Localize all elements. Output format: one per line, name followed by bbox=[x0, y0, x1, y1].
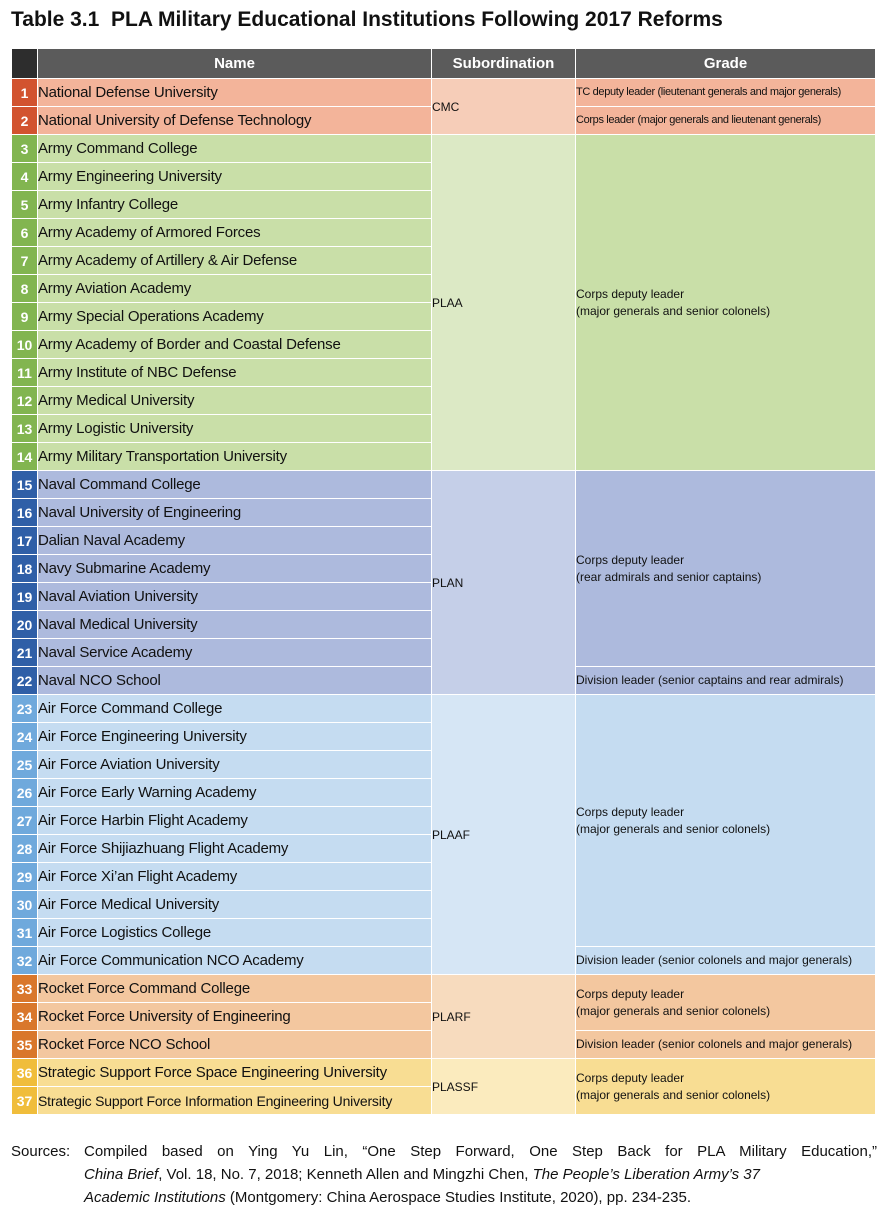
header-grade: Grade bbox=[576, 49, 876, 79]
row-number: 3 bbox=[12, 135, 38, 163]
sources-line-1: Compiled based on Ying Yu Lin, “One Step Forward, One Step Back for PLA Military Education,” bbox=[84, 1143, 877, 1160]
subordination-cell: PLAA bbox=[432, 135, 576, 471]
row-number: 8 bbox=[12, 275, 38, 303]
row-number: 14 bbox=[12, 443, 38, 471]
institution-name: Army Academy of Artillery & Air Defense bbox=[38, 247, 432, 275]
row-number: 21 bbox=[12, 639, 38, 667]
row-number: 5 bbox=[12, 191, 38, 219]
table-row bbox=[12, 79, 876, 107]
table-row bbox=[12, 1059, 876, 1087]
row-number: 31 bbox=[12, 919, 38, 947]
row-number: 16 bbox=[12, 499, 38, 527]
subordination-cell: PLARF bbox=[432, 975, 576, 1059]
grade-cell bbox=[576, 1031, 876, 1059]
row-number: 32 bbox=[12, 947, 38, 975]
institution-name: Army Academy of Border and Coastal Defense bbox=[38, 331, 432, 359]
row-number: 4 bbox=[12, 163, 38, 191]
institution-name: Air Force Harbin Flight Academy bbox=[38, 807, 432, 835]
row-number: 35 bbox=[12, 1031, 38, 1059]
institution-name: Army Institute of NBC Defense bbox=[38, 359, 432, 387]
grade-text-line: (major generals and senior colonels) bbox=[576, 821, 771, 836]
grade-text-line: Corps deputy leader bbox=[576, 1070, 685, 1085]
institution-name: Air Force Logistics College bbox=[38, 919, 432, 947]
row-number: 28 bbox=[12, 835, 38, 863]
subordination-cell: PLAAF bbox=[432, 695, 576, 975]
subordination-cell: PLASSF bbox=[432, 1059, 576, 1115]
institution-name: Army Special Operations Academy bbox=[38, 303, 432, 331]
grade-cell bbox=[576, 135, 876, 471]
institution-name: Air Force Command College bbox=[38, 695, 432, 723]
grade-cell bbox=[576, 107, 876, 135]
grade-cell bbox=[576, 667, 876, 695]
institution-name: Army Aviation Academy bbox=[38, 275, 432, 303]
table-row bbox=[12, 695, 876, 723]
institution-name: Army Infantry College bbox=[38, 191, 432, 219]
header-subordination: Subordination bbox=[432, 49, 576, 79]
institution-name: Army Logistic University bbox=[38, 415, 432, 443]
table-title bbox=[11, 8, 723, 32]
grade-text-line: (major generals and senior colonels) bbox=[576, 303, 771, 318]
institution-name: National University of Defense Technology bbox=[38, 107, 432, 135]
institution-name: Air Force Aviation University bbox=[38, 751, 432, 779]
institution-name: Rocket Force Command College bbox=[38, 975, 432, 1003]
row-number: 19 bbox=[12, 583, 38, 611]
grade-text-line: Corps deputy leader bbox=[576, 286, 685, 301]
table-row bbox=[12, 975, 876, 1003]
row-number: 12 bbox=[12, 387, 38, 415]
institution-name: Rocket Force University of Engineering bbox=[38, 1003, 432, 1031]
institution-name: Army Military Transportation University bbox=[38, 443, 432, 471]
sources-book-title-1: The People’s Liberation Army’s 37 bbox=[532, 1166, 760, 1183]
institution-name: Air Force Communication NCO Academy bbox=[38, 947, 432, 975]
sources-journal: China Brief bbox=[84, 1166, 159, 1183]
institution-name: Naval Service Academy bbox=[38, 639, 432, 667]
header-name: Name bbox=[38, 49, 432, 79]
row-number: 7 bbox=[12, 247, 38, 275]
sources-label: Sources: bbox=[11, 1143, 71, 1160]
institutions-table bbox=[11, 48, 876, 1115]
institution-name: Navy Submarine Academy bbox=[38, 555, 432, 583]
table-number: Table 3.1 bbox=[11, 8, 100, 31]
table-body bbox=[12, 79, 876, 1115]
row-number: 24 bbox=[12, 723, 38, 751]
subordination-cell: CMC bbox=[432, 79, 576, 135]
grade-cell bbox=[576, 1059, 876, 1115]
row-number: 9 bbox=[12, 303, 38, 331]
institution-name: Air Force Xi’an Flight Academy bbox=[38, 863, 432, 891]
table-row bbox=[12, 471, 876, 499]
grade-text-line: (rear admirals and senior captains) bbox=[576, 569, 762, 584]
grade-text-line: Corps deputy leader bbox=[576, 986, 685, 1001]
table-row bbox=[12, 135, 876, 163]
row-number: 34 bbox=[12, 1003, 38, 1031]
institution-name: Naval Medical University bbox=[38, 611, 432, 639]
institution-name: Naval University of Engineering bbox=[38, 499, 432, 527]
row-number: 11 bbox=[12, 359, 38, 387]
sources-line-2 bbox=[84, 1163, 877, 1186]
institution-name: Naval Aviation University bbox=[38, 583, 432, 611]
institution-name: Naval Command College bbox=[38, 471, 432, 499]
sources-text bbox=[84, 1140, 877, 1209]
institution-name: Strategic Support Force Information Engineering University bbox=[38, 1087, 432, 1115]
table-caption: PLA Military Educational Institutions Following 2017 Reforms bbox=[111, 8, 723, 31]
grade-text-line: (major generals and senior colonels) bbox=[576, 1087, 771, 1102]
row-number: 2 bbox=[12, 107, 38, 135]
row-number: 18 bbox=[12, 555, 38, 583]
sources-line-3 bbox=[84, 1186, 877, 1209]
grade-cell bbox=[576, 79, 876, 107]
row-number: 30 bbox=[12, 891, 38, 919]
row-number: 15 bbox=[12, 471, 38, 499]
institution-name: Army Engineering University bbox=[38, 163, 432, 191]
row-number: 22 bbox=[12, 667, 38, 695]
grade-text-line: Division leader (senior captains and rear admirals) bbox=[576, 673, 844, 687]
grade-text-line: Corps leader (major generals and lieutenant generals) bbox=[576, 114, 821, 126]
row-number: 20 bbox=[12, 611, 38, 639]
row-number: 13 bbox=[12, 415, 38, 443]
institution-name: Rocket Force NCO School bbox=[38, 1031, 432, 1059]
sources-book-title-2: Academic Institutions bbox=[84, 1189, 226, 1206]
grade-cell bbox=[576, 975, 876, 1031]
row-number: 23 bbox=[12, 695, 38, 723]
grade-cell bbox=[576, 471, 876, 667]
institution-name: Air Force Engineering University bbox=[38, 723, 432, 751]
grade-text-line: Division leader (senior colonels and major generals) bbox=[576, 953, 853, 967]
institution-name: Naval NCO School bbox=[38, 667, 432, 695]
grade-text-line: (major generals and senior colonels) bbox=[576, 1003, 771, 1018]
grade-cell bbox=[576, 695, 876, 947]
grade-text-line: TC deputy leader (lieutenant generals and major generals) bbox=[576, 86, 841, 98]
institution-name: Air Force Early Warning Academy bbox=[38, 779, 432, 807]
row-number: 10 bbox=[12, 331, 38, 359]
grade-text-line: Corps deputy leader bbox=[576, 552, 685, 567]
row-number: 17 bbox=[12, 527, 38, 555]
institution-name: Army Command College bbox=[38, 135, 432, 163]
row-number: 26 bbox=[12, 779, 38, 807]
row-number: 33 bbox=[12, 975, 38, 1003]
row-number: 27 bbox=[12, 807, 38, 835]
row-number: 25 bbox=[12, 751, 38, 779]
row-number: 29 bbox=[12, 863, 38, 891]
row-number: 36 bbox=[12, 1059, 38, 1087]
institution-name: Air Force Medical University bbox=[38, 891, 432, 919]
institution-name: National Defense University bbox=[38, 79, 432, 107]
institution-name: Dalian Naval Academy bbox=[38, 527, 432, 555]
institution-name: Strategic Support Force Space Engineering University bbox=[38, 1059, 432, 1087]
header-corner bbox=[12, 49, 38, 79]
grade-text-line: Corps deputy leader bbox=[576, 804, 685, 819]
institution-name: Air Force Shijiazhuang Flight Academy bbox=[38, 835, 432, 863]
row-number: 6 bbox=[12, 219, 38, 247]
grade-text-line: Division leader (senior colonels and major generals) bbox=[576, 1037, 853, 1051]
grade-cell bbox=[576, 947, 876, 975]
sources-line-2-text: , Vol. 18, No. 7, 2018; Kenneth Allen and Mingzhi Chen, bbox=[158, 1166, 533, 1183]
subordination-cell: PLAN bbox=[432, 471, 576, 695]
header-row bbox=[12, 49, 876, 79]
institution-name: Army Academy of Armored Forces bbox=[38, 219, 432, 247]
row-number: 37 bbox=[12, 1087, 38, 1115]
institution-name: Army Medical University bbox=[38, 387, 432, 415]
sources-line-3-text: (Montgomery: China Aerospace Studies Institute, 2020), pp. 234-235. bbox=[225, 1189, 692, 1206]
row-number: 1 bbox=[12, 79, 38, 107]
